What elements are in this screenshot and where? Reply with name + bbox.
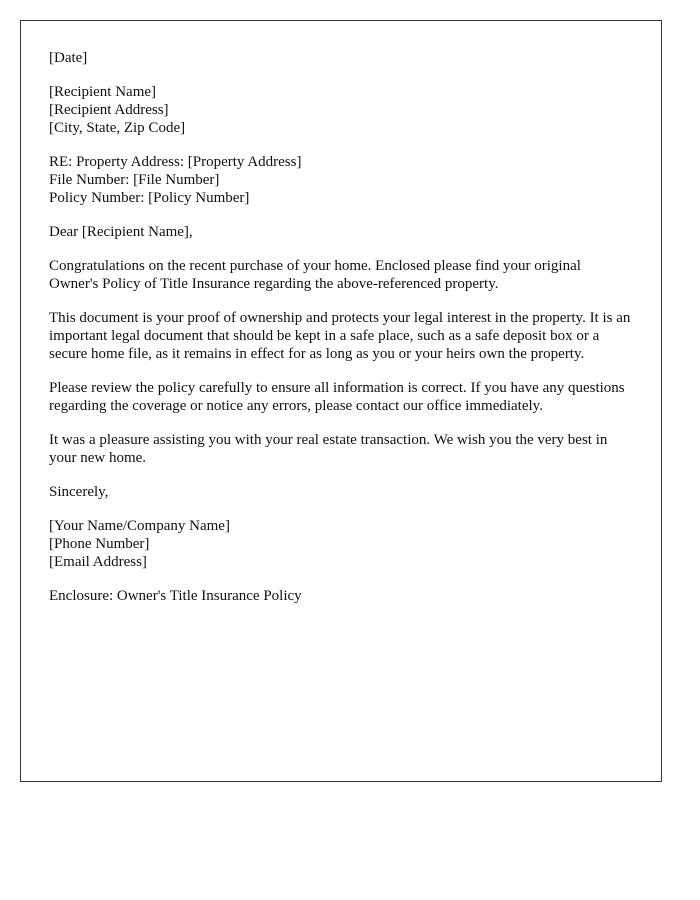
recipient-address: [Recipient Address] [49, 102, 169, 118]
body-paragraph: This document is your proof of ownership and protects your legal interest in the property. It is an important legal document that should be kept in a safe place, such as a safe deposit box or a secure home file, as it remains in effect for as long as you or your heirs own the property. [49, 310, 631, 362]
date: [Date] [49, 50, 88, 66]
salutation: Dear [Recipient Name], [49, 224, 193, 240]
file-number: File Number: [File Number] [49, 172, 220, 188]
recipient-block [49, 83, 634, 137]
closing: Sincerely, [49, 484, 109, 500]
sender-block [49, 517, 634, 571]
recipient-city: [City, State, Zip Code] [49, 120, 186, 136]
recipient-name: [Recipient Name] [49, 84, 157, 100]
sender-phone: [Phone Number] [49, 536, 150, 552]
enclosure: Enclosure: Owner's Title Insurance Policy [49, 588, 302, 604]
reference-block [49, 153, 634, 207]
letter [20, 20, 662, 782]
sender-name: [Your Name/Company Name] [49, 518, 230, 534]
property-reference: RE: Property Address: [Property Address] [49, 154, 302, 170]
body-paragraph: Congratulations on the recent purchase of your home. Enclosed please find your original Owner's Policy of Title Insurance regarding the above-referenced property. [49, 258, 581, 292]
body-paragraph: It was a pleasure assisting you with your real estate transaction. We wish you the very best in your new home. [49, 432, 608, 466]
policy-number: Policy Number: [Policy Number] [49, 190, 250, 206]
sender-email: [Email Address] [49, 554, 147, 570]
body-paragraph: Please review the policy carefully to ensure all information is correct. If you have any questions regarding the coverage or notice any errors, please contact our office immediately. [49, 380, 625, 414]
